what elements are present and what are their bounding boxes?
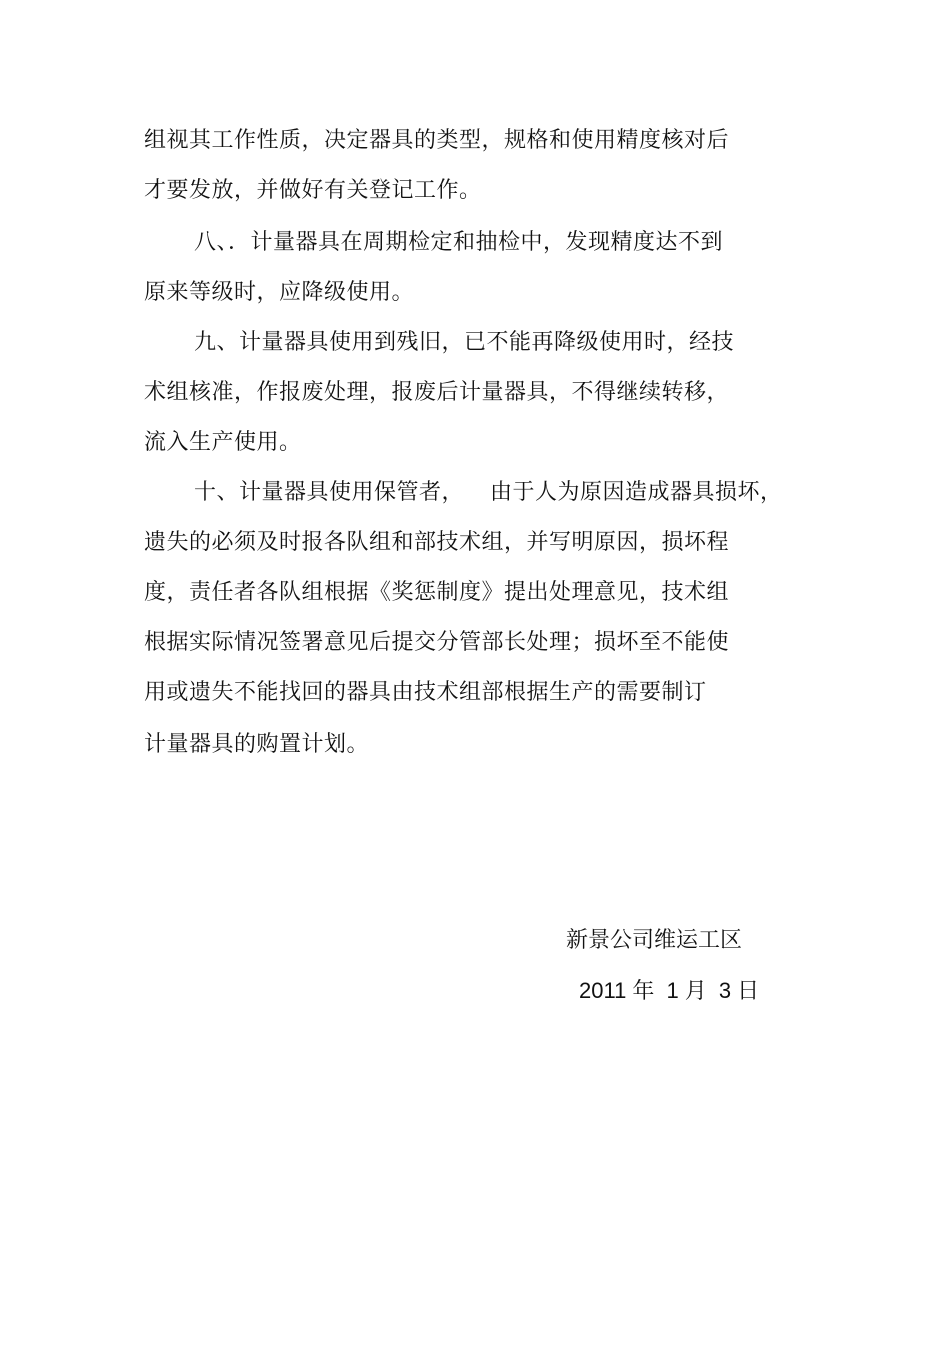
paragraph-line: 流入生产使用。 [144, 430, 302, 455]
paragraph-line: 组视其工作性质，决定器具的类型，规格和使用精度核对后 [144, 128, 730, 153]
paragraph-line-part: 由于人为原因造成器具损坏， [490, 480, 783, 505]
date-day: 3 [718, 978, 732, 1003]
signature-organization: 新景公司维运工区 [566, 928, 743, 953]
paragraph-line-part: 十、计量器具使用保管者， [194, 480, 465, 505]
date-month-unit: 月 [684, 978, 707, 1003]
paragraph-line: 计量器具的购置计划。 [144, 732, 370, 757]
date-year: 2011 [579, 978, 627, 1003]
paragraph-line: 用或遗失不能找回的器具由技术组部根据生产的需要制订 [144, 680, 707, 705]
paragraph-line: 原来等级时，应降级使用。 [144, 280, 415, 305]
paragraph-line: 根据实际情况签署意见后提交分管部长处理；损坏至不能使 [144, 630, 730, 655]
paragraph-line: 九、计量器具使用到残旧，已不能再降级使用时，经技 [194, 330, 735, 355]
paragraph-first-line [194, 480, 783, 506]
signature-date [579, 978, 765, 1004]
paragraph-line: 才要发放，并做好有关登记工作。 [144, 178, 482, 203]
paragraph-line: 度，责任者各队组根据《奖惩制度》提出处理意见，技术组 [144, 580, 730, 605]
paragraph-line: 遗失的必须及时报各队组和部技术组，并写明原因，损坏程 [144, 530, 730, 555]
date-year-unit: 年 [632, 978, 655, 1003]
date-month: 1 [666, 978, 679, 1003]
paragraph-line: 八、．计量器具在周期检定和抽检中，发现精度达不到 [194, 230, 724, 255]
date-day-unit: 日 [737, 978, 760, 1003]
paragraph-line: 术组核准，作报废处理，报废后计量器具，不得继续转移， [144, 380, 730, 405]
